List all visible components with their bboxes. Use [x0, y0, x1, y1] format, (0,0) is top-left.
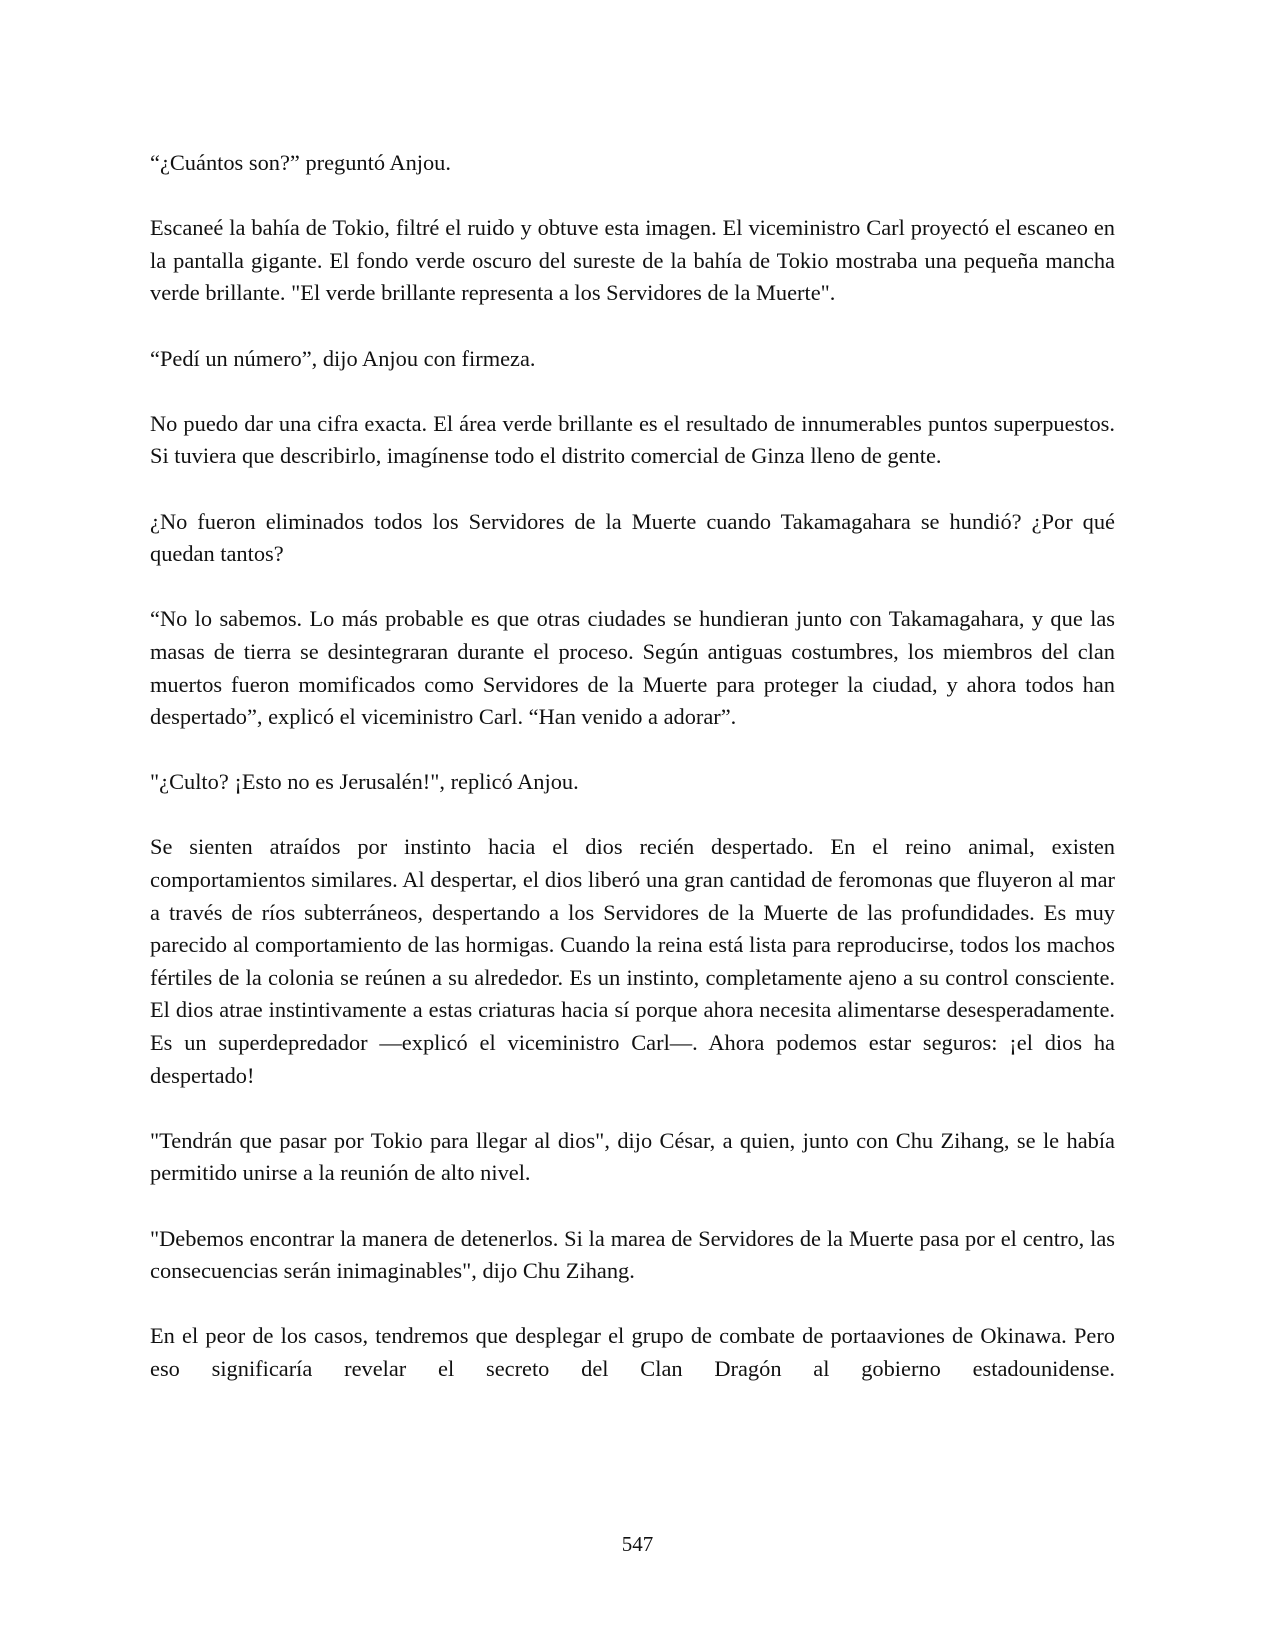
paragraph: Escaneé la bahía de Tokio, filtré el ruido y obtuve esta imagen. El viceministro Carl proyectó el escaneo en la pantalla gigante. El fondo verde oscuro del sureste de la bahía de Tokio mostraba una pequeña mancha verde brillante. "El verde brillante representa a los Servidores de la Muerte". — [150, 215, 1115, 306]
page-number: 547 — [621, 1532, 654, 1556]
paragraph: “No lo sabemos. Lo más probable es que otras ciudades se hundieran junto con Takamagahara, y que las masas de tierra se desintegraran durante el proceso. Según antiguas costumbres, los miembros del clan muertos fueron momificados como Servidores de la Muerte para proteger la ciudad, y ahora todos han despertado”, explicó el viceministro Carl. “Han venido a adorar”. — [150, 606, 1115, 730]
paragraph: ¿No fueron eliminados todos los Servidores de la Muerte cuando Takamagahara se hundió? ¿Por qué quedan tantos? — [150, 508, 1115, 567]
page-body — [150, 147, 1115, 1386]
paragraph: “Pedí un número”, dijo Anjou con firmeza. — [150, 345, 536, 371]
paragraph: "Debemos encontrar la manera de detenerlos. Si la marea de Servidores de la Muerte pasa por el centro, las consecuencias serán inimaginables", dijo Chu Zihang. — [150, 1225, 1115, 1284]
paragraph: "¿Culto? ¡Esto no es Jerusalén!", replicó Anjou. — [150, 769, 579, 795]
paragraph: "Tendrán que pasar por Tokio para llegar al dios", dijo César, a quien, junto con Chu Zihang, se le había permitido unirse a la reunión de alto nivel. — [150, 1127, 1115, 1186]
paragraph: Se sienten atraídos por instinto hacia el dios recién despertado. En el reino animal, existen comportamientos similares. Al despertar, el dios liberó una gran cantidad de feromonas que fluyeron al mar a través de ríos subterráneos, despertando a los Servidores de la Muerte de las profundidades. Es muy parecido al comportamiento de las hormigas. Cuando la reina está lista para reproducirse, todos los machos fértiles de la colonia se reúnen a su alrededor. Es un instinto, completamente ajeno a su control consciente. El dios atrae instintivamente a estas criaturas hacia sí porque ahora necesita alimentarse desesperadamente. Es un superdepredador —explicó el viceministro Carl—. Ahora podemos estar seguros: ¡el dios ha despertado! — [150, 834, 1115, 1088]
paragraph: No puedo dar una cifra exacta. El área verde brillante es el resultado de innumerables puntos superpuestos. Si tuviera que describirlo, imagínense todo el distrito comercial de Ginza lleno de gente. — [150, 410, 1115, 469]
paragraph: En el peor de los casos, tendremos que desplegar el grupo de combate de portaaviones de Okinawa. Pero eso significaría revelar el secreto del Clan Dragón al gobierno estadounidense. — [150, 1323, 1115, 1381]
paragraph: “¿Cuántos son?” preguntó Anjou. — [150, 150, 451, 175]
